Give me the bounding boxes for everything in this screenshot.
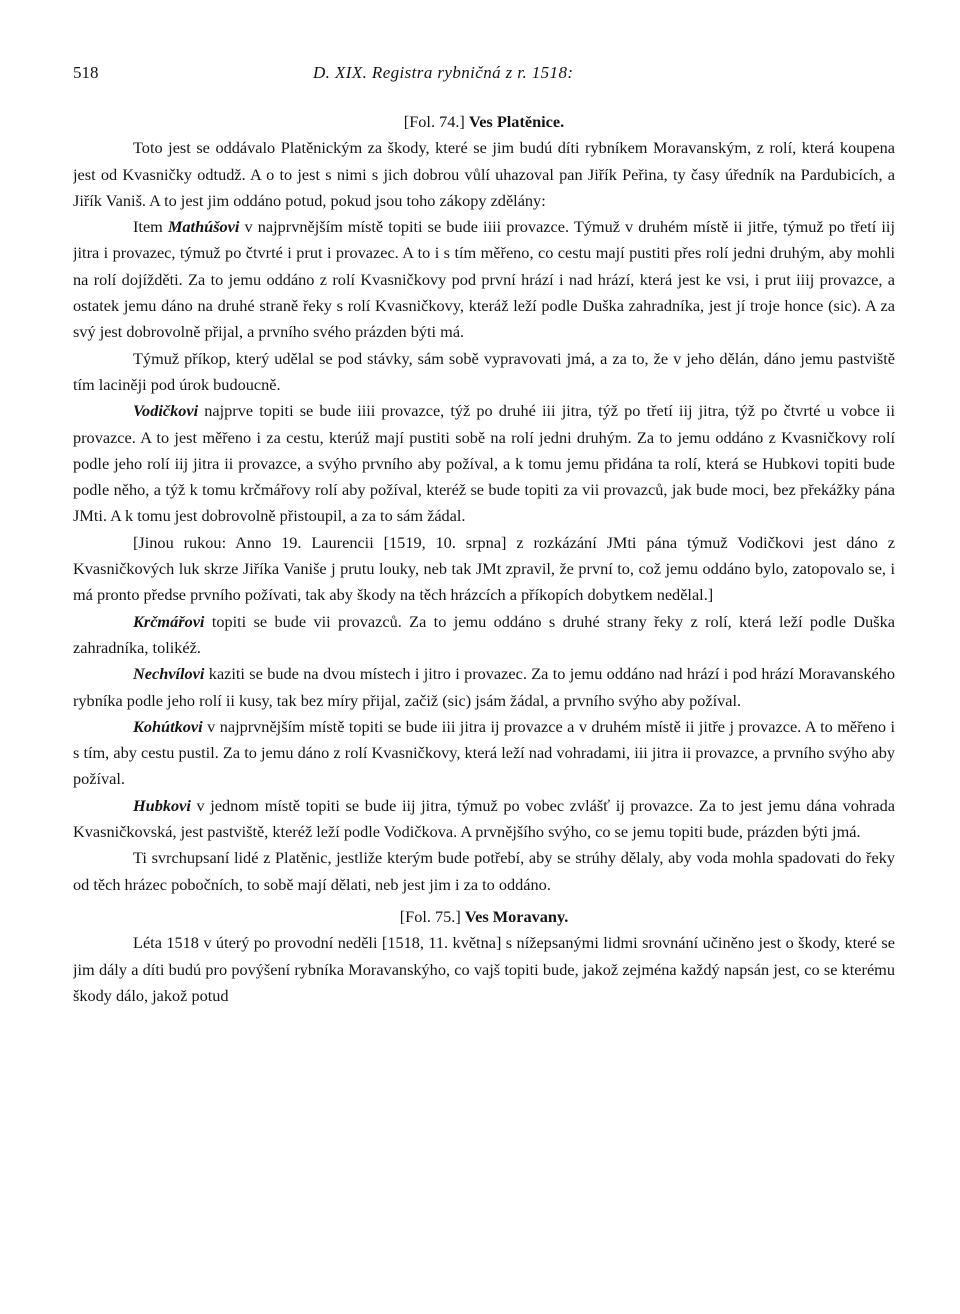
paragraph: Ti svrchupsaní lidé z Platěnic, jestliže kterým bude potřebí, aby se strúhy dělaly, aby voda mohla spadovati do řeky od těch hrázec pobočních, to sobě mají dělati, neb jest jim i za to oddáno.: [73, 848, 895, 894]
paragraph-text: v najprvnějším místě topiti se bude iiii provazce. Týmuž v druhém místě ii jitře, týmuž po třetí iij jitra i provazec, týmuž po čtvrté i prut i provazec. A to i s tím měřeno, co cestu mají pustiti přes rolí jedni druhým, aby mohli na rolí dojížděti. Za to jemu oddáno z rolí Kvasničkovy pod první hrází i nad hrází, která jest ke vsi, i prut iiij provazce, a ostatek jemu dáno na druhé straně řeky s rolí Kvasničkovy, kteráž leží podle Duška zahradníka, jest jí troje honce (sic). A za svý jest dobrovolně přijal, a prvního svého prázden býti má.: [73, 217, 895, 342]
folio-reference: [Fol. 75.]: [399, 906, 461, 926]
section-heading: [73, 904, 895, 930]
document-page: [73, 58, 895, 1288]
document-body: [73, 109, 895, 1009]
paragraph: [73, 714, 895, 793]
paragraph-text: najprve topiti se bude iiii provazce, týž po druhé iii jitra, týž po třetí iij jitra, týž po čtvrté u vobce ii provazce. A to jest měřeno i za cestu, kterúž mají pustiti sobě na rolí jedni druhým. Za to jemu oddáno z Kvasničkovy rolí podle jeho rolí iij jitra ii provazce, a svýho prvního aby požíval, a k tomu jemu přidána ta rolí, která se Hubkovi topiti bude podle něho, a týž k tomu krčmářovy rolí aby požíval, kteréž se bude topiti za vii provazců, jak bude moci, bez překážky pána JMti. A k tomu jest dobrovolně přistoupil, a za to sám žádal.: [73, 401, 895, 526]
paragraph: [Jinou rukou: Anno 19. Laurencii [1519, 10. srpna] z rozkázání JMti pána týmuž Vodičkovi jest dáno z Kvasničkových luk skrze Jiříka Vaniše j prutu louky, neb tak JMt zpravil, že první to, což jemu oddáno bylo, zatopovalo se, i má pronto předse prvního požívati, tak aby škody na těch hrázcích a příkopích dobytkem nedělal.]: [73, 532, 895, 605]
person-name: Hubkovi: [133, 795, 191, 815]
section-heading: [73, 109, 895, 135]
paragraph: [73, 793, 895, 846]
paragraph-text: topiti se bude vii provazců. Za to jemu oddáno s druhé strany řeky z rolí, která leží podle Duška zahradníka, tolikéž.: [73, 611, 895, 657]
person-name: Mathúšovi: [167, 217, 240, 237]
paragraph: [73, 214, 895, 345]
running-header: [73, 58, 895, 88]
section-title: Ves Moravany.: [464, 906, 569, 926]
running-title: D. XIX. Registra rybničná z r. 1518:: [313, 63, 574, 82]
paragraph: [73, 398, 895, 529]
paragraph-text: v jednom místě topiti se bude iij jitra, týmuž po vobec zvlášť ij provazce. Za to jest jemu dána vohrada Kvasničkovská, jest pastviště, kteréž leží podle Vodičkova. A prvnějšího svýho, co se jemu topiti bude, prázden býti jmá.: [73, 795, 895, 842]
paragraph-text: v najprvnějším místě topiti se bude iii jitra ij provazce a v druhém místě ii jitře j provazce. A to měřeno i s tím, aby cestu pustil. Za to jemu dáno z rolí Kvasničkovy, která leží nad vohradami, iii jitra ii provazce, a prvního svýho aby požíval.: [73, 716, 895, 789]
paragraph-lead: Item: [133, 217, 163, 237]
paragraph: Léta 1518 v úterý po provodní neděli [1518, 11. května] s nížepsanými lidmi srovnání učiněno jest o škody, které se jim dály a díti budú pro povýšení rybníka Moravanskýho, co vajš topiti bude, jakož zejména každý napsán jest, co se kterému škody dálo, jakož potud: [73, 933, 895, 1005]
person-name: Nechvílovi: [133, 664, 205, 684]
paragraph: Týmuž příkop, který udělal se pod stávky, sám sobě vypravovati jmá, a za to, že v jeho dělán, dáno jemu pastviště tím laciněji pod úrok budoucně.: [73, 348, 895, 394]
section-title: Ves Platěnice.: [468, 112, 565, 131]
person-name: Kohútkovi: [133, 716, 203, 736]
paragraph: [73, 609, 895, 662]
paragraph-text: kaziti se bude na dvou místech i jitro i provazec. Za to jemu oddáno nad hrází i pod hrází Moravanského rybníka podle jeho rolí ii kusy, tak bez míry přijal, začiž (sic) jsám žádal, a prvního svýho aby požíval.: [73, 664, 895, 710]
paragraph: Toto jest se oddávalo Platěnickým za škody, které se jim budú díti rybníkem Moravanským, z rolí, která koupena jest od Kvasničky odtudž. A o to jest s nimi s jich dobrou vůlí uhazoval pan Jiřík Peřina, ty časy úředník na Pardubicích, a Jiřík Vaniš. A to jest jim oddáno potud, pokud jsou toho zákopy zdělány:: [73, 138, 895, 210]
person-name: Krčmářovi: [133, 611, 205, 631]
paragraph: [73, 661, 895, 714]
folio-reference: [Fol. 74.]: [403, 112, 465, 131]
page-number: 518: [73, 63, 99, 82]
person-name: Vodičkovi: [133, 401, 199, 421]
